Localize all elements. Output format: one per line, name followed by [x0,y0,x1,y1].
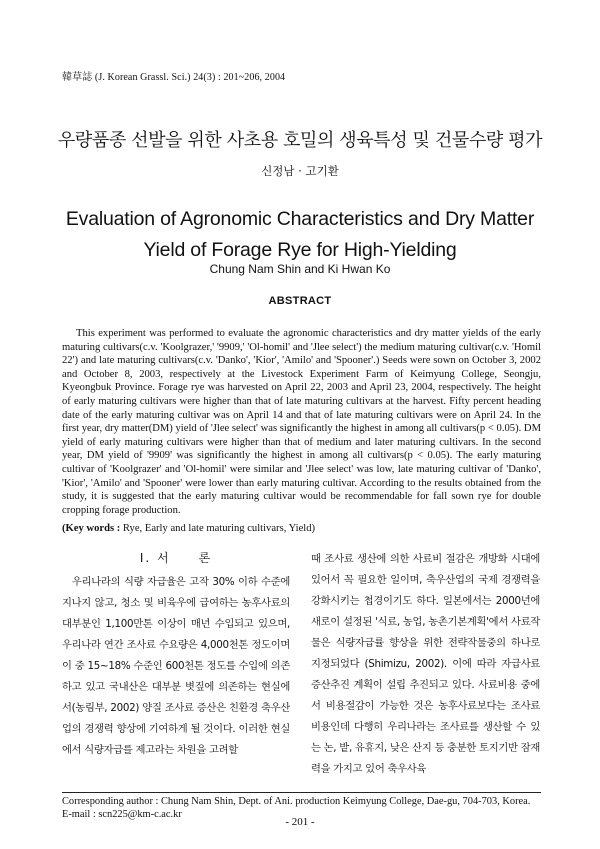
keywords-label: (Key words : [62,523,121,534]
english-authors: Chung Nam Shin and Ki Hwan Ko [209,262,391,276]
english-title [0,204,600,266]
intro-left-column: 우리나라의 식량 자급율은 고작 30% 이하 수준에 지나지 않고, 청소 및 비육우에 급여하는 농후사료의 대부분인 1,100만톤 이상이 매년 수입되고 있으며, 우리나라 연간 조사료 수요량은 4,000천톤 정도이며 이 중 15~18% 수준인 600천톤 정도를 수입에 의존하고 있고 국내산은 대부분 볏짚에 의존하는 현실에서(농림부, 2002) 양질 조사료 증산은 친환경 축우산업의 경쟁력 향상에 기여하게 될 것이다. 이러한 현실에서 식량자급를 제고라는 차원을 고려할 [62,576,290,756]
page-number: - 201 - [285,816,315,828]
keywords-text: Rye, Early and late maturing cultivars, Yield) [120,523,316,534]
english-title-line-1: Evaluation of Agronomic Characteristics and Dry Matter [65,208,535,230]
english-title-line-2: Yield of Forage Rye for High-Yielding [143,239,457,261]
footnote-divider [62,792,541,793]
korean-title: 우량품종 선발을 위한 사초용 호밀의 생육특성 및 건물수량 평가 [57,130,543,151]
abstract-heading: ABSTRACT [268,295,332,307]
abstract-body: This experiment was performed to evaluate the agronomic characteristics and dry matter yields of the early maturing cultivars(c.v. 'Koolgrazer,' '9909,' 'Ol-homil' and 'Jlee select') the medium maturing cultivar(c.v. 'Homil 22') and late maturing cultivars(c.v. 'Danko', 'Kior', 'Amilo' and 'Spooner'.) Seeds were sown on October 3, 2002 and October 8, 2003, respectively at the Livestock Experiment Farm of Keimyung College, Seongju, Kyeongbuk Province. Forage rye was harvested on April 22, 2003 and April 23, 2004, respectively. The height of early maturing cultivars were higher than that of late maturing cultivars at the harvest. Fifty percent heading date of the early maturing cultivar was on April 14 and that of late maturing cultivars were on April 24. In the first year, dry matter(DM) yield of 'Jlee select' was significantly the highest in among all cultivars(p < 0.05). DM yield of early maturing cultivars were higher than that of medium and later maturing cultivars. In the second year, DM yield of '9909' was significantly the highest in among all cultivars(p < 0.05). The early maturing cultivar of 'Koolgrazer' and 'Ol-homil' were similar and 'Jlee select' was low, late maturing cultivar of 'Danko', 'Kior', 'Amilo' and 'Spooner' were lower than early maturing cultivar. According to the results obtained from the study, it is suggested that the early maturing cultivar would be recommendable for fall sown rye for double cropping forage production. [62,328,541,516]
korean-authors: 신정남 · 고기환 [261,164,339,178]
email: E-mail : scn225@km-c.ac.kr [62,809,182,820]
journal-citation: 韓草誌 (J. Korean Grassl. Sci.) 24(3) : 201~206, 2004 [62,72,286,83]
intro-right-column: 때 조사료 생산에 의한 사료비 절감은 개방화 시대에 있어서 꼭 필요한 일이며, 축우산업의 국제 경쟁력을 강화시키는 첩경이기도 하다. 일본에서는 2000년에 새로이 설정된 '식료, 농업, 농촌기본계획'에서 사료작물은 식량자급률 향상을 위한 전략작물중의 하나로 지정되었다 (Shimizu, 2002). 이에 따라 자급사료 증산추진 계획이 설립 추진되고 있다. 사료비용 중에서 비용절감이 가능한 것은 농후사료보다는 조사료 비용인데 다행히 우리나라는 조사료를 생산할 수 있는 논, 밭, 유휴지, 낮은 산지 등 충분한 토지기반 잠재력을 가지고 있어 축우사육 [311,553,540,775]
keywords [62,522,541,536]
section-heading-introduction: Ⅰ. 서 론 [139,551,213,565]
corresponding-author: Corresponding author : Chung Nam Shin, Dept. of Ani. production Keimyung College, Dae-gu, 704-703, Korea. [62,796,531,807]
